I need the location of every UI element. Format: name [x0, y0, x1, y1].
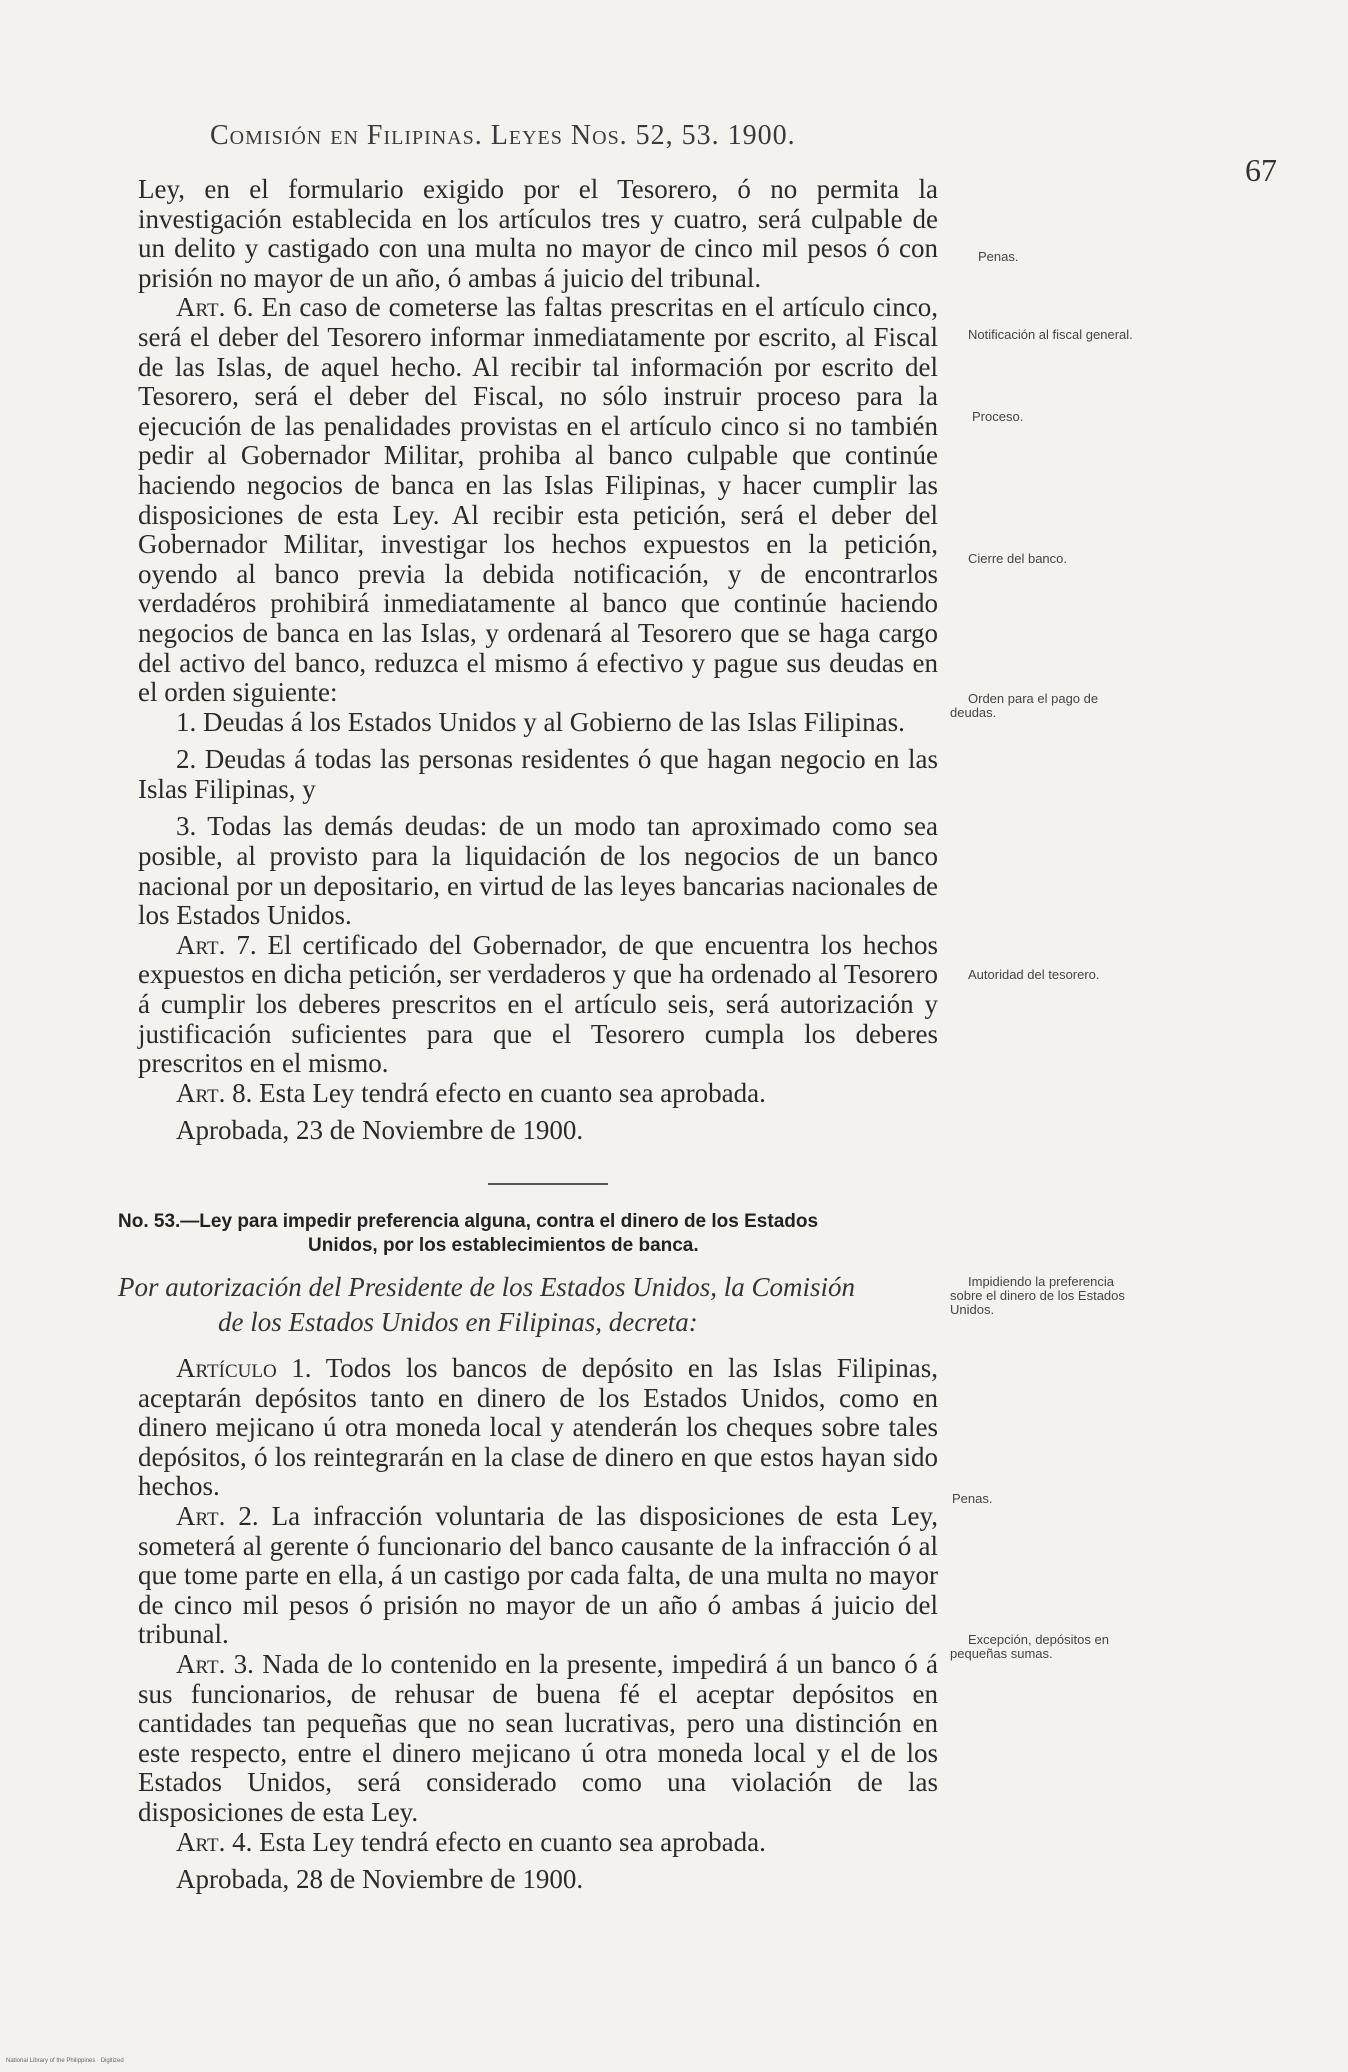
law-title	[118, 1210, 938, 1258]
article-text: Todos los bancos de depósito en las Islas Filipinas, aceptarán depósitos tanto en dinero de los Estados Unidos, como en dinero mejicano ú otra moneda local y atenderán los cheques sobre tales depósitos, ó los reintegrarán en la clase de dinero en que estos hayan sido hechos.	[138, 1353, 938, 1502]
article-text: En caso de cometerse las faltas prescritas en el artículo cinco, será el deber del Tesorero informar inmediatamente por escrito, al Fiscal de las Islas, de aquel hecho. Al recibir tal información por escrito del Tesorero, será el deber del Fiscal, no sólo instruir proceso para la ejecución de las penalidades provistas en el artículo cinco si no también pedir al Gobernador Militar, prohiba al banco culpable que continúe haciendo negocios de banca en las Islas Filipinas, y hacer cumplir las disposiciones de esta Ley. Al recibir esta petición, será el deber del Gobernador Militar, investigar los hechos expuestos en la petición, oyendo al banco previa la debida notificación, y de encontrarlos verdadéros prohibirá inmediatamente al banco que continúe haciendo negocios de banca en las Islas, y ordenará al Tesorero que se haga cargo del activo del banco, reduzca el mismo á efectivo y pague sus deudas en el orden siguiente:	[138, 292, 938, 708]
article-label: Art. 2.	[176, 1500, 259, 1531]
debt-item-2: 2. Deudas á todas las personas residentes ó que hagan negocio en las Islas Filipinas, y	[138, 744, 938, 804]
article-text: La infracción voluntaria de las disposiciones de esta Ley, someterá al gerente ó funcionario del banco causante de la infracción ó al que tome parte en ella, á un castigo por cada falta, de una multa no mayor de cinco mil pesos ó prisión no mayor de un año ó ambas á juicio del tribunal.	[138, 1500, 939, 1650]
enacting-line-2: de los Estados Unidos en Filipinas, decreta:	[218, 1307, 698, 1337]
section-divider	[488, 1183, 608, 1185]
margin-note-penalties-2: Penas.	[952, 1491, 993, 1506]
article-2	[138, 1502, 938, 1650]
margin-note-process: Proceso.	[972, 409, 1024, 424]
article-4	[138, 1828, 938, 1858]
article-label: Artículo 1.	[176, 1353, 312, 1383]
article-6	[138, 293, 938, 707]
margin-note-exception: Excepción, depósitos en pequeñas sumas.	[950, 1632, 1109, 1661]
article-label: Art. 7.	[176, 929, 257, 960]
article-1	[138, 1354, 938, 1502]
margin-note-treasurer-authority: Autoridad del tesorero.	[968, 967, 1100, 982]
margin-note-bank-closure: Cierre del banco.	[968, 551, 1067, 566]
margin-note-debt-order: Orden para el pago de deudas.	[950, 691, 1099, 720]
article-text: Esta Ley tendrá efecto en cuanto sea aprobada.	[259, 1077, 766, 1108]
article-text: Nada de lo contenido en la presente, impedirá á un banco ó á sus funcionarios, de rehusar de buena fé el aceptar depósitos en cantidades tan pequeñas que no sean lucrativas, pero una distinción en este respecto, entre el dinero mejicano ú otra moneda local y el de los Estados Unidos, será considerado como una violación de las disposiciones de esta Ley.	[138, 1648, 939, 1827]
debt-item-3: 3. Todas las demás deudas: de un modo tan aproximado como sea posible, al provisto para la liquidación de los negocios de un banco nacional por un depositario, en virtud de las leyes bancarias nacionales de los Estados Unidos.	[138, 811, 938, 931]
law-title-line-2: Unidos, por los establecimientos de banca.	[308, 1235, 699, 1256]
article-label: Art. 3.	[176, 1648, 254, 1679]
article-label: Art. 6.	[176, 292, 254, 323]
article-label: Art. 8.	[176, 1077, 253, 1108]
article-7	[138, 931, 938, 1079]
article-label: Art. 4.	[176, 1826, 253, 1857]
law-53	[118, 1210, 938, 1895]
enacting-clause	[118, 1270, 938, 1340]
margin-note-penalties: Penas.	[978, 249, 1019, 264]
article-text: El certificado del Gobernador, de que encuentra los hechos expuestos en dicha petición, ser verdaderos y que ha ordenado al Tesorero á cumplir los deberes prescritos en el artículo seis, será autorización y justificación suficientes para que el Tesorero cumpla los deberes prescritos en el mismo.	[138, 929, 939, 1079]
law-title-line-1: No. 53.—Ley para impedir preferencia alguna, contra el dinero de los Estados	[118, 1211, 819, 1232]
enacting-line-1: Por autorización del Presidente de los Estados Unidos, la Comisión	[118, 1272, 855, 1302]
law-52-continuation	[138, 175, 938, 1146]
law-53-body	[118, 1354, 938, 1895]
approval-date: Aprobada, 28 de Noviembre de 1900.	[176, 1864, 584, 1895]
margin-note-notification: Notificación al fiscal general.	[968, 327, 1133, 342]
page-number: 67	[1245, 152, 1277, 188]
article-8	[138, 1079, 938, 1109]
approval-date: Aprobada, 23 de Noviembre de 1900.	[176, 1115, 584, 1146]
paragraph-penalty: Ley, en el formulario exigido por el Tesorero, ó no permita la investigación establecida en los artículos tres y cuatro, será culpable de un delito y castigado con una multa no mayor de cinco mil pesos ó con prisión no mayor de un año, ó ambas á juicio del tribunal.	[138, 174, 938, 293]
scan-credit: National Library of the Philippines · Digitized	[6, 2058, 124, 2064]
margin-note-preference: Impidiendo la preferencia sobre el dinero de los Estados Unidos.	[950, 1274, 1125, 1317]
article-3	[138, 1650, 938, 1828]
running-header: Comisión en Filipinas. Leyes Nos. 52, 53. 1900.	[210, 120, 796, 151]
debt-item-1: 1. Deudas á los Estados Unidos y al Gobierno de las Islas Filipinas.	[176, 706, 905, 737]
article-text: Esta Ley tendrá efecto en cuanto sea aprobada.	[259, 1826, 766, 1857]
